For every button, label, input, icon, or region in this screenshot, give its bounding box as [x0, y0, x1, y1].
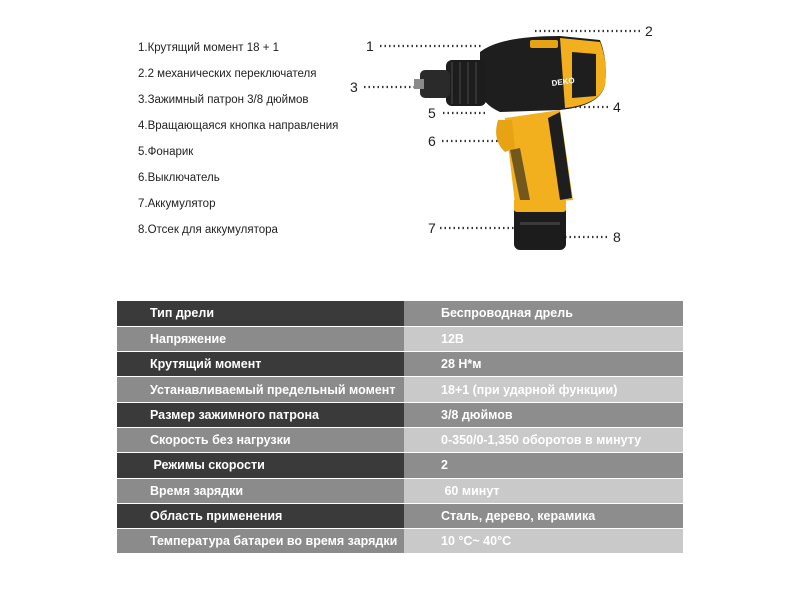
spec-value: 3/8 дюймов — [404, 402, 683, 427]
spec-value: 12B — [404, 326, 683, 351]
table-row — [117, 427, 683, 452]
motor-housing-icon — [480, 36, 606, 112]
spec-label: Напряжение — [117, 326, 404, 351]
callout-8: 8 — [613, 229, 621, 245]
legend-item-3: 3.Зажимный патрон 3/8 дюймов — [138, 94, 309, 106]
spec-value: 10 °C~ 40°C — [404, 529, 683, 554]
callout-7: 7 — [428, 220, 436, 236]
callout-4: 4 — [613, 99, 621, 115]
legend-item-6: 6.Выключатель — [138, 172, 220, 184]
callout-6: 6 — [428, 133, 436, 149]
callout-5: 5 — [428, 105, 436, 121]
spec-label: Область применения — [117, 503, 404, 528]
spec-label: Тип дрели — [117, 301, 404, 326]
spec-value: 0-350/0-1,350 оборотов в минуту — [404, 427, 683, 452]
spec-value: 2 — [404, 453, 683, 478]
spec-label: Устанавливаемый предельный момент — [117, 377, 404, 402]
legend-item-7: 7.Аккумулятор — [138, 198, 216, 210]
spec-value: Беспроводная дрель — [404, 301, 683, 326]
table-row — [117, 352, 683, 377]
spec-value: Сталь, дерево, керамика — [404, 503, 683, 528]
spec-value: 60 минут — [404, 478, 683, 503]
table-row — [117, 529, 683, 554]
spec-value: 18+1 (при ударной функции) — [404, 377, 683, 402]
table-row — [117, 478, 683, 503]
legend-item-2: 2.2 механических переключателя — [138, 68, 317, 80]
spec-label: Крутящий момент — [117, 352, 404, 377]
callout-2: 2 — [645, 23, 653, 39]
spec-label: Скорость без нагрузки — [117, 427, 404, 452]
table-row — [117, 503, 683, 528]
table-row — [117, 301, 683, 326]
table-row — [117, 377, 683, 402]
legend-item-4: 4.Вращающаяся кнопка направления — [138, 120, 339, 132]
spec-label: Время зарядки — [117, 478, 404, 503]
specs-table — [117, 301, 683, 554]
table-row — [117, 326, 683, 351]
table-row — [117, 402, 683, 427]
callout-3: 3 — [350, 79, 358, 95]
spec-label: Температура батареи во время зарядки — [117, 529, 404, 554]
chuck-icon — [414, 60, 486, 106]
table-row — [117, 453, 683, 478]
drill-illustration — [340, 14, 670, 254]
battery-icon — [514, 198, 566, 250]
legend-item-5: 5.Фонарик — [138, 146, 194, 158]
trigger-icon — [496, 120, 515, 152]
spec-value: 28 Н*м — [404, 352, 683, 377]
brand-logo: DEKO — [551, 75, 576, 88]
spec-label: Размер зажимного патрона — [117, 402, 404, 427]
legend-item-1: 1.Крутящий момент 18 + 1 — [138, 42, 280, 54]
callout-1: 1 — [366, 38, 374, 54]
handle-icon — [505, 110, 573, 204]
spec-label: Режимы скорости — [117, 453, 404, 478]
legend-item-8: 8.Отсек для аккумулятора — [138, 224, 278, 236]
